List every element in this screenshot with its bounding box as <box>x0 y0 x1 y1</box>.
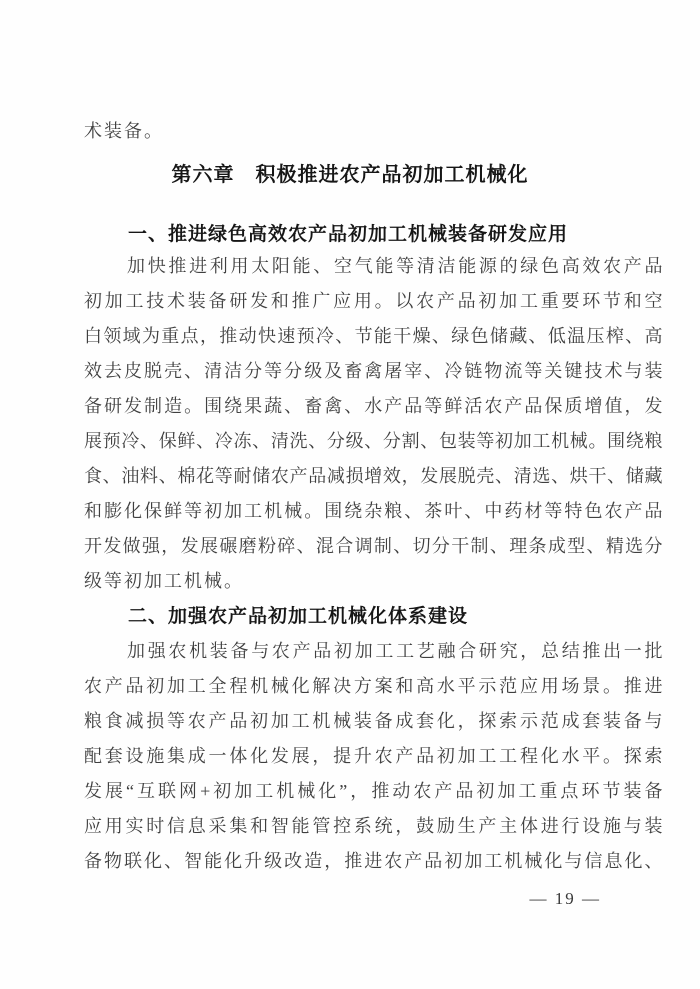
paragraph-line: 开发做强，发展碾磨粉碎、混合调制、切分干制、理条成型、精选分 <box>84 536 663 556</box>
continuation-line: 术装备。 <box>84 121 164 141</box>
section-2-heading: 二、加强农产品初加工机械化体系建设 <box>128 606 469 627</box>
paragraph-line: 白领域为重点，推动快速预冷、节能干燥、绿色储藏、低温压榨、高 <box>84 326 663 346</box>
chapter-heading: 第六章 积极推进农产品初加工机械化 <box>171 164 529 186</box>
paragraph-line: 级等初加工机械。 <box>84 571 244 591</box>
paragraph-line: 展预冷、保鲜、冷冻、清洗、分级、分割、包装等初加工机械。围绕粮 <box>84 431 663 451</box>
paragraph-line: 初加工技术装备研发和推广应用。以农产品初加工重要环节和空 <box>84 291 663 311</box>
paragraph-line: 粮食减损等农产品初加工机械装备成套化，探索示范成套装备与 <box>84 711 663 731</box>
paragraph-line: 发展“互联网+初加工机械化”，推动农产品初加工重点环节装备 <box>84 781 663 801</box>
paragraph-line: 和膨化保鲜等初加工机械。围绕杂粮、茶叶、中药材等特色农产品 <box>84 501 663 521</box>
paragraph-line: 农产品初加工全程机械化解决方案和高水平示范应用场景。推进 <box>84 676 663 696</box>
page-number: — 19 — <box>529 889 601 908</box>
section-1-heading: 一、推进绿色高效农产品初加工机械装备研发应用 <box>128 224 569 245</box>
paragraph-line: 应用实时信息采集和智能管控系统，鼓励生产主体进行设施与装 <box>84 816 663 836</box>
paragraph-line: 配套设施集成一体化发展，提升农产品初加工工程化水平。探索 <box>84 746 663 766</box>
paragraph-line: 加强农机装备与农产品初加工工艺融合研究，总结推出一批 <box>127 641 663 661</box>
paragraph-line: 效去皮脱壳、清洁分等分级及畜禽屠宰、冷链物流等关键技术与装 <box>84 361 663 381</box>
paragraph-line: 加快推进利用太阳能、空气能等清洁能源的绿色高效农产品 <box>127 256 663 276</box>
paragraph-line: 备研发制造。围绕果蔬、畜禽、水产品等鲜活农产品保质增值，发 <box>84 396 663 416</box>
paragraph-line: 食、油料、棉花等耐储农产品减损增效，发展脱壳、清选、烘干、储藏 <box>84 466 663 486</box>
paragraph-line: 备物联化、智能化升级改造，推进农产品初加工机械化与信息化、 <box>84 851 663 871</box>
